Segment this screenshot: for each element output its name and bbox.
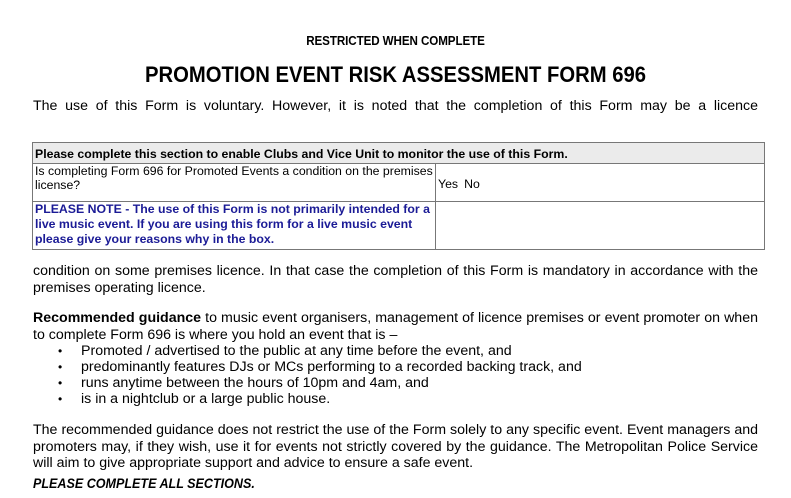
live-music-note: PLEASE NOTE - The use of this Form is not primarily intended for a live music event. If you are using this form for a live music event please give your reasons why in the box. xyxy=(33,202,436,250)
table-header-row xyxy=(33,143,765,164)
bullet-icon: • xyxy=(58,360,63,374)
closing-paragraph: The recommended guidance does not restrict the use of the Form solely to any specific event. Event managers and promoters may, if they wish, use it for events not strictly covered by the guidance. The Metropolitan Police Service will aim to give appropriate support and advice to ensure a safe event. xyxy=(33,422,758,471)
list-item xyxy=(33,375,582,391)
condition-question: Is completing Form 696 for Promoted Events a condition on the premises license? xyxy=(33,164,436,202)
guidance-lead: Recommended guidance xyxy=(33,310,202,326)
table-row xyxy=(33,164,765,202)
guidance-text: to music event organisers, management of licence premises or event promoter on when to complete Form 696 is where you hold an event that is – xyxy=(33,310,758,343)
intro-paragraph: The use of this Form is voluntary. However, it is noted that the completion of this Form may be a licence xyxy=(33,98,758,114)
bullet-icon: • xyxy=(58,376,63,390)
continuation-paragraph: condition on some premises licence. In that case the completion of this Form is mandatory in accordance with the premises operating licence. xyxy=(33,263,758,296)
bullet-icon: • xyxy=(58,344,63,358)
reasons-cell xyxy=(436,202,765,250)
list-item-text: runs anytime between the hours of 10pm and 4am, and xyxy=(81,375,429,391)
list-item-text: predominantly features DJs or MCs performing to a recorded backing track, and xyxy=(81,359,582,375)
guidance-paragraph xyxy=(33,310,758,343)
list-item xyxy=(33,343,582,359)
table-header-cell: Please complete this section to enable Clubs and Vice Unit to monitor the use of this Form. xyxy=(33,143,765,164)
classification-label: RESTRICTED WHEN COMPLETE xyxy=(306,34,485,48)
guidance-criteria-list xyxy=(33,343,582,407)
reasons-input[interactable] xyxy=(438,202,762,247)
table-row xyxy=(33,202,765,250)
page-title: PROMOTION EVENT RISK ASSESSMENT FORM 696 xyxy=(144,62,647,87)
list-item-text: Promoted / advertised to the public at any time before the event, and xyxy=(81,343,512,359)
complete-all-instruction: PLEASE COMPLETE ALL SECTIONS. xyxy=(33,476,255,491)
list-item xyxy=(33,359,582,375)
list-item-text: is in a nightclub or a large public house. xyxy=(81,391,331,407)
monitor-section-table xyxy=(32,142,765,250)
bullet-icon: • xyxy=(58,392,63,406)
yes-no-answer-cell xyxy=(436,164,765,202)
list-item xyxy=(33,391,582,407)
yes-option[interactable]: Yes xyxy=(438,176,459,191)
no-option[interactable]: No xyxy=(464,176,480,191)
